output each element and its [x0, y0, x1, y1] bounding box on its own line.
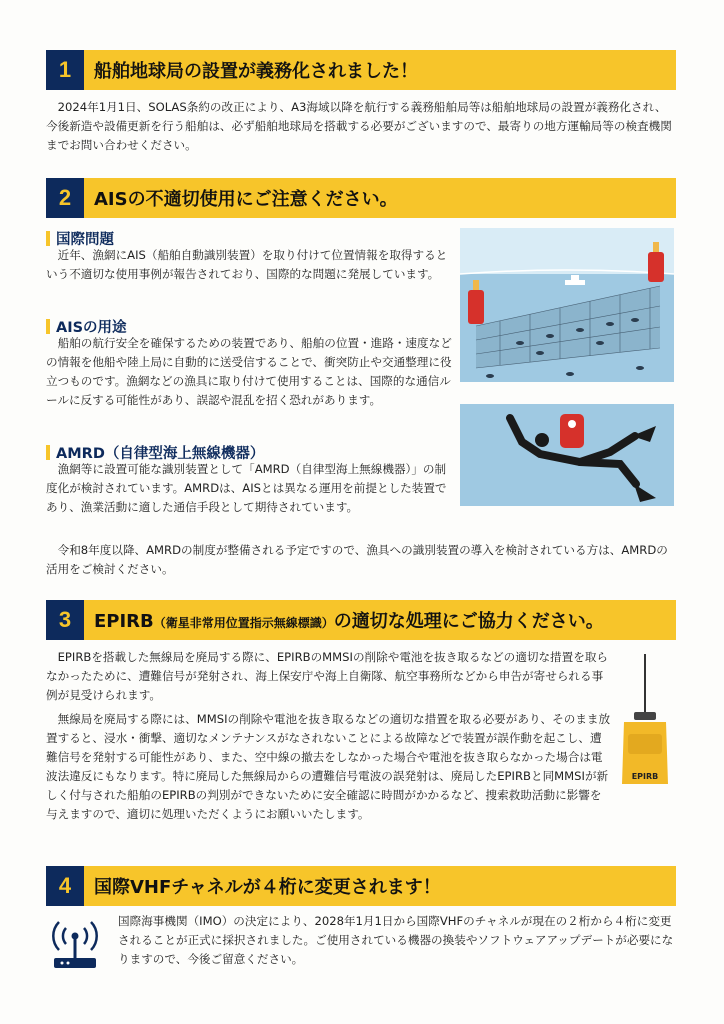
subsection-amrd-body: 漁網等に設置可能な識別装置として「AMRD（自律型海上無線機器）」の制度化が検討されています。AMRDは、AISとは異なる運用を前提とした装置であり、漁業活動に適した通信手段として期待されています。 [46, 462, 447, 514]
section-3-number: 3 [46, 600, 84, 640]
subhead-marker [46, 319, 50, 334]
section-1-title: 船舶地球局の設置が義務化されました！ [94, 61, 418, 82]
section-4-body: 国際海事機関（IMO）の決定により、2028年1月1日から国際VHFのチャネルが現在の２桁から４桁に変更されることが正式に採択されました。ご使用されている機器の換装やソフトウェアアップデートが必要になりますので、今後ご留意ください。 [118, 914, 674, 966]
fishing-net-illustration [460, 228, 674, 382]
section-2-number: 2 [46, 178, 84, 218]
subhead-marker [46, 445, 50, 460]
section-3-title [94, 607, 604, 633]
epirb-device-label: EPIRB [631, 772, 659, 781]
section-2-closing: 令和8年度以降、AMRDの制度が整備される予定ですので、漁具への識別装置の導入を検討されている方は、AMRDの活用をご検討ください。 [46, 543, 668, 576]
section-3-paragraph-2: 無線局を廃局する際には、MMSIの削除や電池を抜き取るなどの適切な措置を取る必要があり、そのまま放置すると、浸水・衝撃、適切なメンテナンスがなされないことによる故障などで装置が誤作動を起こし、遭難信号を発射する可能性があり、また、空中線の撤去をしなかった場合や電池を抜き取らなかった場合は電波法違反にもなります。特に廃局した無線局からの遭難信号電波の誤発射は、廃局したEPIRBと同MMSIが新しく付与された船舶のEPIRBの判別ができないために安全確認に時間がかかるなど、捜索救助活動に影響を与えますので、適切に処理いただくようにお願いいたします。 [46, 712, 611, 821]
section-3-title-rest: の適切な処理にご協力ください。 [333, 611, 604, 632]
epirb-icon [618, 652, 672, 788]
subhead-ais-purpose-label: AISの用途 [56, 320, 127, 336]
epirb-device-illustration [618, 652, 672, 788]
subhead-marker [46, 231, 50, 246]
radio-antenna-icon [46, 916, 104, 972]
section-1-body: 2024年1月1日、SOLAS条約の改正により、A3海域以降を航行する義務船舶局等は船舶地球局の設置が義務化され、今後新造や設備更新を行う船舶は、必ず船舶地球局を搭載する必要がございますので、最寄りの地方運輸局等の検査機関までお問い合わせください。 [46, 100, 672, 152]
section-2-header [46, 178, 676, 218]
section-3-title-small: （衛星非常用位置指示無線標識） [153, 616, 334, 630]
subsection-ais-purpose-body: 船舶の航行安全を確保するための装置であり、船舶の位置・進路・速度などの情報を他船や陸上局に自動的に送受信することで、衝突防止や交通整理に役立つものです。漁網などの漁具に取り付けて使用することは、国際的な通信ルールに反する可能性があり、誤認や混乱を招く恐れがあります。 [46, 336, 452, 407]
section-1-header [46, 50, 676, 90]
subhead-international-issue-label: 国際問題 [56, 232, 114, 248]
section-3-title-main: EPIRB [94, 611, 154, 632]
section-3-header [46, 600, 676, 640]
diver-illustration [460, 404, 674, 506]
section-3-paragraph-1: EPIRBを搭載した無線局を廃局する際に、EPIRBのMMSIの削除や電池を抜き取るなどの適切な措置を取らなかったために、遭難信号が発射され、海上保安庁や海上自衛隊、航空事務所などから申告が寄せられる事例が見受けられます。 [46, 650, 609, 702]
section-2-title: AISの不適切使用にご注意ください。 [94, 189, 398, 210]
subhead-amrd-label: AMRD（自律型海上無線機器） [56, 446, 265, 462]
section-4-header [46, 866, 676, 906]
section-1-number: 1 [46, 50, 84, 90]
subsection-international-issue-body: 近年、漁網にAIS（船舶自動識別装置）を取り付けて位置情報を取得するという不適切な使用事例が報告されており、国際的な問題に発展しています。 [46, 248, 448, 281]
section-4-title: 国際VHFチャネルが４桁に変更されます！ [94, 877, 441, 898]
section-4-number: 4 [46, 866, 84, 906]
